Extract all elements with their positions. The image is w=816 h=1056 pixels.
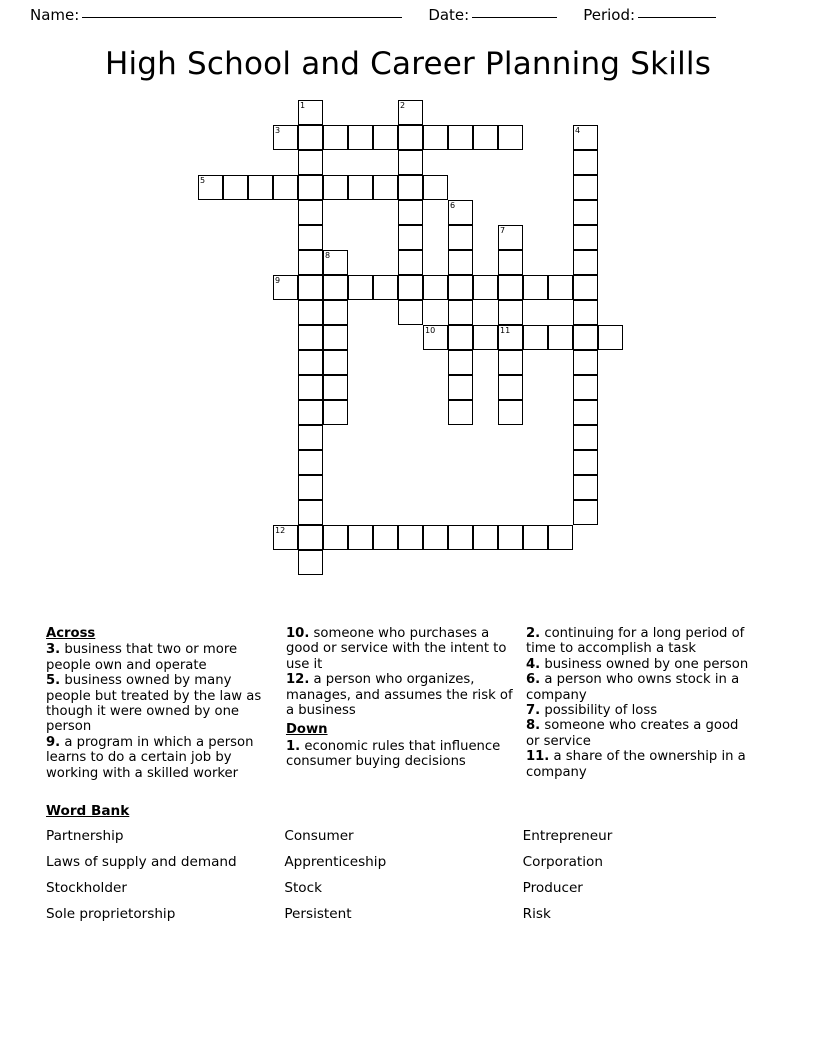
- crossword-cell[interactable]: [323, 325, 348, 350]
- cell-number: 4: [575, 126, 581, 135]
- crossword-cell[interactable]: [573, 400, 598, 425]
- word-bank-item: Entrepreneur: [522, 828, 613, 845]
- clue-across-12: [286, 672, 516, 718]
- word-bank-section: [0, 803, 816, 932]
- crossword-cell[interactable]: [573, 425, 598, 450]
- crossword-cell[interactable]: [573, 200, 598, 225]
- crossword-cell[interactable]: [473, 525, 498, 550]
- crossword-cell[interactable]: [298, 225, 323, 250]
- word-bank-item: Stockholder: [46, 880, 127, 897]
- crossword-cell[interactable]: [298, 475, 323, 500]
- cell-number: 3: [275, 126, 281, 135]
- cell-number: 6: [450, 201, 456, 210]
- crossword-cell[interactable]: [573, 275, 598, 300]
- page-title: High School and Career Planning Skills: [104, 46, 712, 82]
- clue-down-2: [526, 626, 751, 657]
- clue-text: a person who organizes, manages, and assumes the risk of a business: [285, 672, 513, 719]
- crossword-cell[interactable]: [323, 525, 348, 550]
- crossword-cell[interactable]: [323, 125, 348, 150]
- crossword-cell[interactable]: [423, 325, 448, 350]
- crossword-cell[interactable]: [273, 125, 298, 150]
- clue-text: someone who purchases a good or service with the intent to use it: [285, 626, 507, 672]
- crossword-cell[interactable]: [398, 225, 423, 250]
- clue-down-7: [526, 703, 751, 718]
- clue-number: 3.: [46, 642, 61, 658]
- clue-text: someone who creates a good or service: [525, 718, 739, 749]
- crossword-cell[interactable]: [298, 525, 323, 550]
- clues-column-3: [526, 626, 761, 781]
- crossword-cell[interactable]: [373, 275, 398, 300]
- crossword-cell[interactable]: [573, 500, 598, 525]
- clue-number: 7.: [525, 703, 541, 719]
- clue-down-1: [286, 739, 516, 770]
- period-field[interactable]: [583, 6, 716, 24]
- crossword-cell[interactable]: [423, 275, 448, 300]
- word-bank-item: Partnership: [46, 828, 124, 845]
- crossword-cell[interactable]: [448, 350, 473, 375]
- word-bank-column-3: [523, 828, 761, 932]
- date-write-line[interactable]: [472, 17, 557, 18]
- crossword-cell[interactable]: [448, 375, 473, 400]
- clue-down-8: [526, 718, 751, 749]
- crossword-cell[interactable]: [323, 275, 348, 300]
- name-write-line[interactable]: [82, 17, 402, 18]
- crossword-cell[interactable]: [348, 175, 373, 200]
- word-bank-grid: [46, 828, 761, 932]
- crossword-cell[interactable]: [498, 275, 523, 300]
- crossword-cell[interactable]: [398, 200, 423, 225]
- crossword-cell[interactable]: [423, 525, 448, 550]
- clues-column-2: [286, 626, 526, 781]
- crossword-cell[interactable]: [298, 250, 323, 275]
- word-bank-item: Sole proprietorship: [46, 906, 176, 923]
- crossword-cell[interactable]: [573, 450, 598, 475]
- crossword-cell[interactable]: [573, 350, 598, 375]
- crossword-cell[interactable]: [398, 275, 423, 300]
- crossword-cell[interactable]: [298, 550, 323, 575]
- crossword-cell[interactable]: [498, 400, 523, 425]
- crossword-cell[interactable]: [573, 325, 598, 350]
- word-bank-item: Producer: [522, 880, 583, 897]
- crossword-cell[interactable]: [473, 275, 498, 300]
- down-heading: Down: [285, 722, 328, 738]
- clue-number: 2.: [525, 626, 541, 641]
- crossword-cell[interactable]: [523, 325, 548, 350]
- crossword-cell[interactable]: [298, 325, 323, 350]
- crossword-cell[interactable]: [573, 225, 598, 250]
- crossword-cell[interactable]: [298, 400, 323, 425]
- crossword-cell[interactable]: [573, 125, 598, 150]
- cell-number: 1: [300, 101, 306, 110]
- crossword-cell[interactable]: [448, 325, 473, 350]
- crossword-cell[interactable]: [298, 100, 323, 125]
- clue-number: 11.: [525, 749, 550, 765]
- clue-down-6: [526, 672, 751, 703]
- crossword-cell[interactable]: [323, 300, 348, 325]
- crossword-cell[interactable]: [398, 175, 423, 200]
- crossword-cell[interactable]: [373, 125, 398, 150]
- crossword-cell[interactable]: [398, 250, 423, 275]
- word-bank-item: Persistent: [284, 906, 352, 923]
- crossword-cell[interactable]: [348, 125, 373, 150]
- cell-number: 9: [275, 276, 281, 285]
- crossword-cell[interactable]: [298, 300, 323, 325]
- clue-number: 6.: [525, 672, 541, 688]
- word-bank-column-2: [284, 828, 522, 932]
- crossword-cell[interactable]: [498, 325, 523, 350]
- clue-number: 9.: [46, 734, 61, 750]
- crossword-cell[interactable]: [548, 275, 573, 300]
- crossword-cell[interactable]: [573, 175, 598, 200]
- crossword-cell[interactable]: [448, 525, 473, 550]
- crossword-cell[interactable]: [398, 525, 423, 550]
- name-label: Name:: [30, 6, 80, 24]
- crossword-cell[interactable]: [248, 175, 273, 200]
- crossword-cell[interactable]: [448, 225, 473, 250]
- clue-text: a program in which a person learns to do a certain job by working with a skilled worker: [46, 734, 254, 781]
- crossword-cell[interactable]: [323, 175, 348, 200]
- word-bank-item: Laws of supply and demand: [46, 854, 237, 871]
- clue-number: 8.: [525, 718, 541, 734]
- crossword-cell[interactable]: [323, 350, 348, 375]
- clue-text: a person who owns stock in a company: [525, 672, 740, 703]
- clue-text: economic rules that influence consumer buying decisions: [285, 738, 501, 770]
- crossword-cell[interactable]: [548, 525, 573, 550]
- crossword-grid[interactable]: [98, 100, 718, 620]
- crossword-cell[interactable]: [373, 175, 398, 200]
- crossword-cell[interactable]: [448, 275, 473, 300]
- clue-across-3: [46, 642, 276, 673]
- cell-number: 11: [500, 326, 511, 335]
- crossword-cell[interactable]: [298, 150, 323, 175]
- clue-text: business that two or more people own and operate: [46, 642, 238, 673]
- student-info-header: [0, 0, 816, 24]
- crossword-cell[interactable]: [448, 300, 473, 325]
- crossword-cell[interactable]: [548, 325, 573, 350]
- cell-number: 10: [425, 326, 436, 335]
- clue-text: business owned by many people but treated by the law as though it were owned by one person: [46, 673, 262, 735]
- crossword-cell[interactable]: [423, 175, 448, 200]
- crossword-cell[interactable]: [298, 500, 323, 525]
- crossword-cell[interactable]: [198, 175, 223, 200]
- clue-down-4: [526, 657, 751, 672]
- crossword-cell[interactable]: [373, 525, 398, 550]
- crossword-cell[interactable]: [398, 125, 423, 150]
- cell-number: 5: [200, 176, 206, 185]
- crossword-cell[interactable]: [323, 250, 348, 275]
- crossword-cell[interactable]: [448, 400, 473, 425]
- crossword-cell[interactable]: [273, 175, 298, 200]
- crossword-cell[interactable]: [448, 200, 473, 225]
- clue-text: a share of the ownership in a company: [525, 749, 746, 780]
- crossword-cell[interactable]: [498, 525, 523, 550]
- crossword-cell[interactable]: [423, 125, 448, 150]
- crossword-cell[interactable]: [498, 250, 523, 275]
- crossword-cell[interactable]: [498, 225, 523, 250]
- crossword-cell[interactable]: [523, 275, 548, 300]
- crossword-cell[interactable]: [398, 300, 423, 325]
- crossword-cell[interactable]: [223, 175, 248, 200]
- crossword-cell[interactable]: [473, 325, 498, 350]
- crossword-cell[interactable]: [573, 375, 598, 400]
- cell-number: 7: [500, 226, 506, 235]
- clue-number: 5.: [46, 673, 61, 689]
- crossword-cell[interactable]: [398, 100, 423, 125]
- word-bank-column-1: [46, 828, 284, 932]
- clue-text: possibility of loss: [540, 703, 658, 719]
- crossword-cell[interactable]: [573, 150, 598, 175]
- crossword-cell[interactable]: [398, 150, 423, 175]
- clue-across-10: [286, 626, 516, 672]
- crossword-cell[interactable]: [498, 375, 523, 400]
- period-label: Period:: [583, 6, 636, 24]
- crossword-cell[interactable]: [323, 375, 348, 400]
- clue-number: 10.: [285, 626, 310, 641]
- clue-down-11: [526, 749, 751, 780]
- date-field[interactable]: [428, 6, 557, 24]
- word-bank-heading: Word Bank: [46, 803, 130, 820]
- crossword-cell[interactable]: [598, 325, 623, 350]
- clue-text: continuing for a long period of time to accomplish a task: [525, 626, 745, 657]
- crossword-cell[interactable]: [573, 300, 598, 325]
- crossword-cell[interactable]: [523, 525, 548, 550]
- word-bank-item: Consumer: [284, 828, 354, 845]
- clues-column-1: [46, 626, 286, 781]
- cell-number: 2: [400, 101, 406, 110]
- crossword-cell[interactable]: [298, 450, 323, 475]
- crossword-cell[interactable]: [298, 125, 323, 150]
- crossword-cell[interactable]: [498, 125, 523, 150]
- period-write-line[interactable]: [638, 17, 716, 18]
- crossword-cell[interactable]: [348, 525, 373, 550]
- cell-number: 8: [325, 251, 331, 260]
- clue-across-5: [46, 673, 276, 735]
- name-field[interactable]: [30, 6, 402, 24]
- crossword-cell[interactable]: [448, 125, 473, 150]
- crossword-cell[interactable]: [273, 525, 298, 550]
- crossword-cell[interactable]: [298, 425, 323, 450]
- crossword-cell[interactable]: [298, 375, 323, 400]
- crossword-cell[interactable]: [273, 275, 298, 300]
- crossword-cell[interactable]: [573, 250, 598, 275]
- date-label: Date:: [428, 6, 470, 24]
- crossword-cell[interactable]: [323, 400, 348, 425]
- crossword-cell[interactable]: [298, 175, 323, 200]
- crossword-cell[interactable]: [298, 275, 323, 300]
- word-bank-item: Apprenticeship: [284, 854, 387, 871]
- word-bank-item: Risk: [522, 906, 551, 923]
- crossword-cell[interactable]: [298, 350, 323, 375]
- crossword-cell[interactable]: [448, 250, 473, 275]
- clue-text: business owned by one person: [540, 656, 749, 672]
- crossword-cell[interactable]: [498, 350, 523, 375]
- word-bank-item: Stock: [284, 880, 322, 897]
- cell-number: 12: [275, 526, 286, 535]
- crossword-cell[interactable]: [298, 200, 323, 225]
- word-bank-item: Corporation: [522, 854, 603, 871]
- crossword-cell[interactable]: [473, 125, 498, 150]
- crossword-cell[interactable]: [348, 275, 373, 300]
- clue-across-9: [46, 735, 276, 781]
- crossword-cell[interactable]: [498, 300, 523, 325]
- clue-number: 1.: [285, 738, 301, 754]
- clues-section: [0, 626, 816, 781]
- clue-number: 4.: [525, 656, 541, 672]
- crossword-cell[interactable]: [573, 475, 598, 500]
- clue-number: 12.: [285, 672, 310, 688]
- across-heading: Across: [46, 626, 96, 641]
